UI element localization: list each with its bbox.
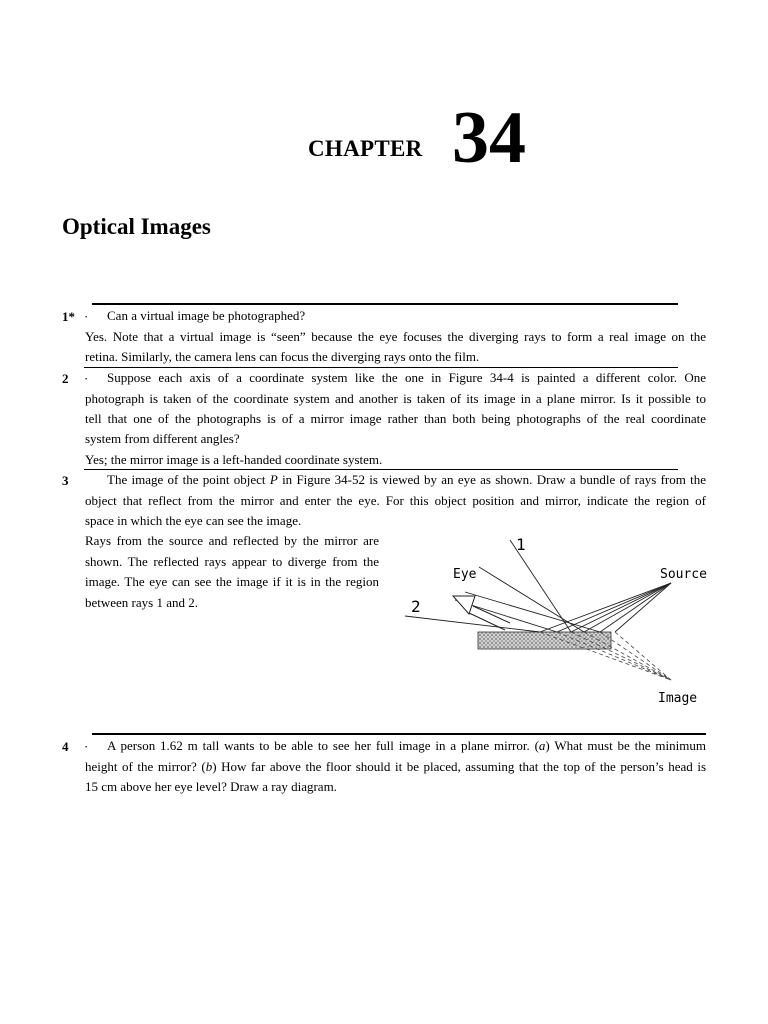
source-label: Source xyxy=(660,567,707,582)
problem-number: 2 xyxy=(62,371,69,386)
problem-answer-line: between rays 1 and 2. xyxy=(85,595,198,610)
problem-question-line: Suppose each axis of a coordinate system like the one in Figure 34-4 is painted a different color. One xyxy=(107,370,706,385)
problem-question-line: 15 cm above her eye level? Draw a ray diagram. xyxy=(85,779,337,794)
problem-question-line: object that reflect from the mirror and enter the eye. For this object position and mirror, indicate the region of xyxy=(85,493,706,508)
problem-number: 1* xyxy=(62,309,75,324)
problem-question-line: space in which the eye can see the image. xyxy=(85,513,302,528)
incident-rays xyxy=(540,583,671,632)
section-title: Optical Images xyxy=(62,214,211,239)
problem-answer-line: Rays from the source and reflected by the mirror are xyxy=(85,533,379,548)
divider-rule xyxy=(92,733,706,735)
problem-question-line: tell that one of the photographs is of a mirror image rather than both being photographs of the real coordinate xyxy=(85,411,706,426)
ray-1-label: 1 xyxy=(516,535,526,554)
difficulty-dot: · xyxy=(84,371,89,386)
reflected-rays xyxy=(405,540,600,632)
ray-diagram-figure xyxy=(395,530,715,715)
problem-question-line: photograph is taken of the coordinate system and another is taken of its image in a plane mirror. Is it possible to xyxy=(85,391,706,406)
difficulty-dot: · xyxy=(84,739,89,754)
problem-answer-line: Yes. Note that a virtual image is “seen” because the eye focuses the diverging rays to form a real image on the xyxy=(85,329,706,344)
chapter-number: 34 xyxy=(452,97,526,179)
ray-2 xyxy=(405,616,540,632)
image-label: Image xyxy=(658,691,698,706)
problem-answer-line: image. The eye can see the image if it is in the region xyxy=(85,574,379,589)
problem-question-line: A person 1.62 m tall wants to be able to see her full image in a plane mirror. (a) What must be the minimum xyxy=(107,738,706,753)
problem-question: Can a virtual image be photographed? xyxy=(107,308,306,323)
problem-answer: Yes; the mirror image is a left-handed coordinate system. xyxy=(85,452,383,467)
problem-answer-line: retina. Similarly, the camera lens can focus the diverging rays onto the film. xyxy=(85,349,480,364)
point-object-symbol: P xyxy=(269,472,278,487)
chapter-label: CHAPTER xyxy=(308,136,423,161)
difficulty-dot: · xyxy=(84,309,89,324)
problem-number: 4 xyxy=(62,739,69,754)
problem-number: 3 xyxy=(62,473,69,488)
eye-label: Eye xyxy=(453,567,477,582)
problem-answer-line: shown. The reflected rays appear to diverge from the xyxy=(85,554,379,569)
problem-question-line: height of the mirror? (b) How far above the floor should it be placed, assuming that the top of the person’s head is xyxy=(85,759,707,774)
ray-2-label: 2 xyxy=(411,597,421,616)
problem-question-line: system from different angles? xyxy=(85,431,240,446)
problem-question-line: The image of the point object P in Figure 34-52 is viewed by an eye as shown. Draw a bundle of rays from the xyxy=(107,472,707,487)
divider-rule xyxy=(92,303,678,305)
